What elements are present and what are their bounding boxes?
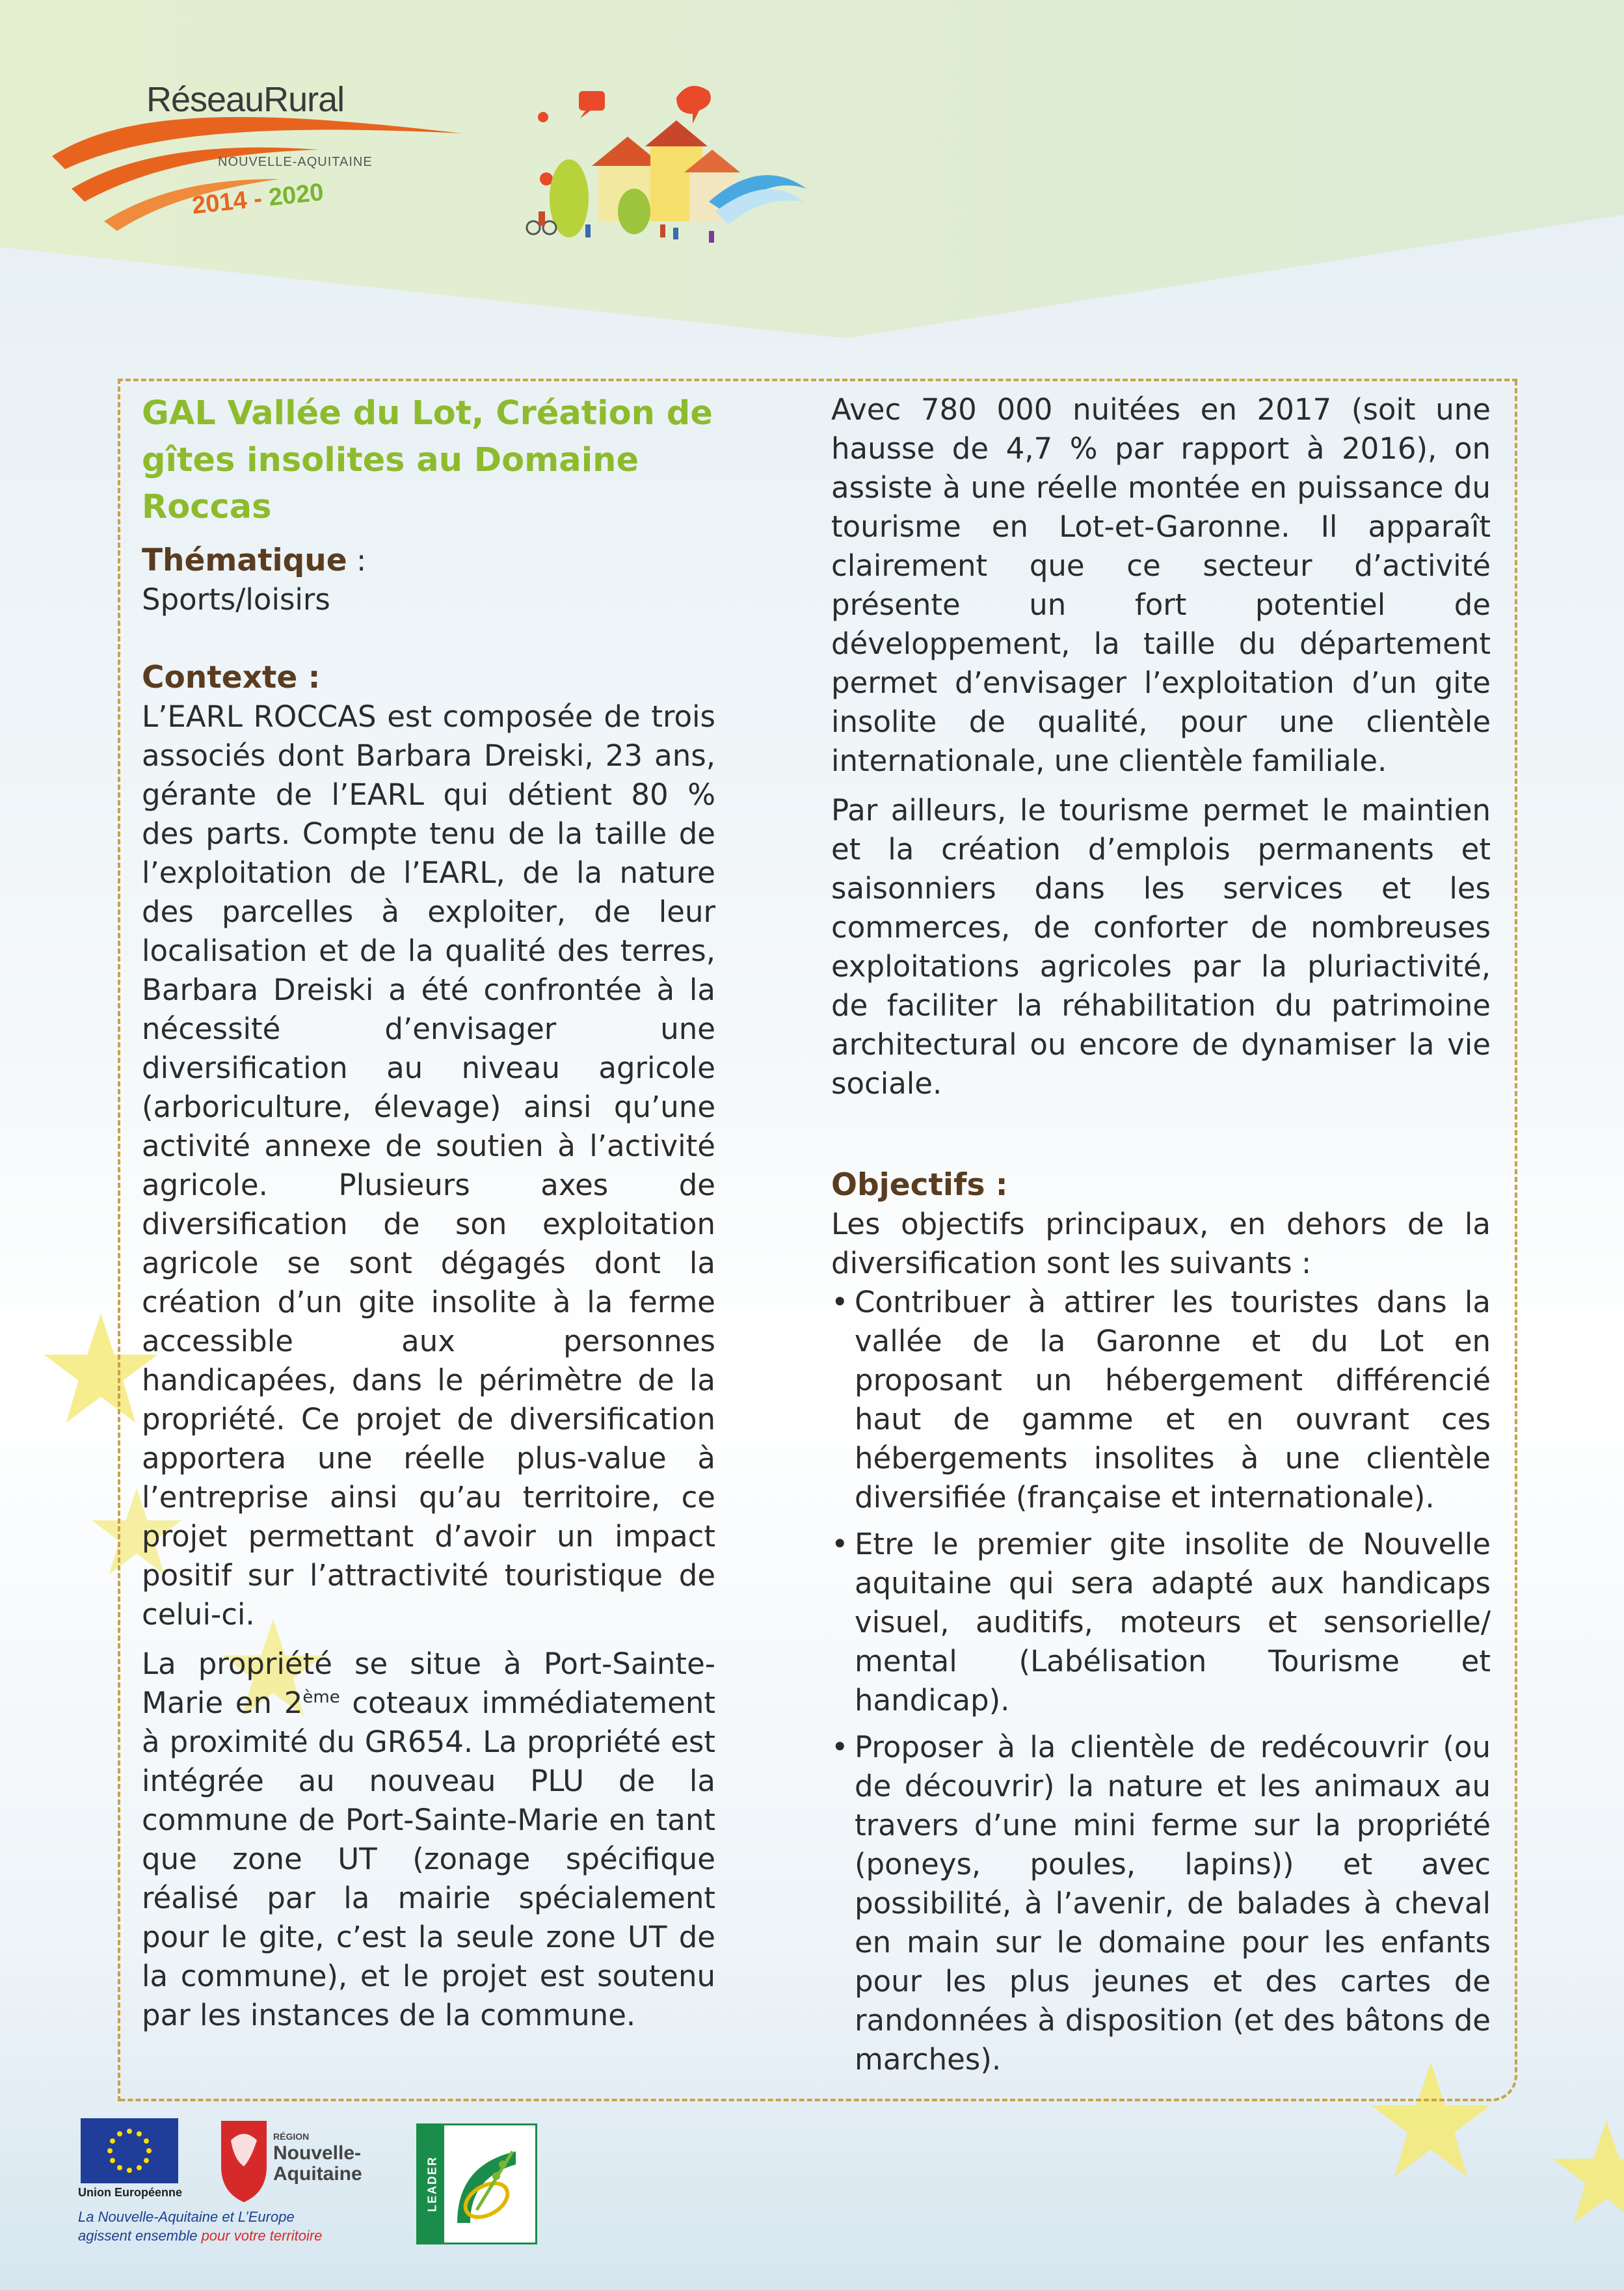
contexte-paragraph-1: L’EARL ROCCAS est composée de trois associés dont Barbara Dreiski, 23 ans, gérante de l’EARL qui détient 80 % des parts. Compte tenu de la taille de l’exploitation de l’EARL, de la nature des parcelles à exploiter, de leur localisation et de la qualité des terres, Barbara Dreiski a été confrontée à la nécessité d’envisager une diversification au niveau agricole (arboriculture, élevage) ainsi qu’une activité annexe de soutien à l’activité agricole. Plusieurs axes de diversification de son exploitation agricole se sont dégagés dont la création d’un gite insolite à la ferme accessible aux personnes handicapées, dans le périmètre de la propriété. Ce projet de diversification apportera une réelle plus-value à l’entreprise ainsi qu’au territoire, ce projet permettant d’avoir un impact positif sur l’attractivité touristique de celui-ci. (142, 699, 715, 1632)
star-icon (1548, 2114, 1624, 2231)
thematique-value: Sports/loisirs (142, 582, 330, 617)
thematique-heading: Thématique (142, 543, 347, 578)
objectifs-list (831, 1283, 1491, 2079)
left-column (142, 390, 715, 2035)
objectif-item: • Etre le premier gite insolite de Nouvelle aquitaine qui sera adapté aux handicaps visuel, auditifs, moteurs et sensorielle/ mental (Labélisation Tourisme et handicap). (831, 1525, 1491, 1720)
footer-tagline-line1: La Nouvelle-Aquitaine et L’Europe (78, 2209, 295, 2225)
logo-subtitle: NOUVELLE-AQUITAINE (218, 155, 373, 169)
reseau-rural-logo (46, 72, 488, 241)
contexte-paragraph-2 (142, 1645, 715, 2035)
region-name: Nouvelle-Aquitaine (273, 2142, 362, 2185)
footer-logos (78, 2114, 598, 2270)
objectifs-heading: Objectifs : (831, 1167, 1008, 1203)
article-title: GAL Vallée du Lot, Création de gîtes insolites au Domaine Roccas (142, 394, 713, 526)
region-small-label: RÉGION (273, 2131, 310, 2142)
village-illustration-icon (494, 72, 806, 267)
right-column (831, 390, 1491, 2087)
tourism-paragraph-1: Avec 780 000 nuitées en 2017 (soit une hausse de 4,7 % par rapport à 2016), on assiste à une réelle montée en puissance du tourisme en Lot-et-Garonne. Il apparaît clairement que ce secteur d’activité présente un fort potentiel de développement, la taille du département permet d’envisager l’exploitation d’un gite insolite de qualité, pour une clientèle internationale, une clientèle familiale. (831, 392, 1491, 778)
leader-logo (416, 2123, 537, 2244)
contexte-p2-superscript: ème (302, 1688, 340, 1707)
footer-tagline-part-b: pour votre territoire (201, 2228, 323, 2244)
leader-emblem-icon (451, 2138, 529, 2229)
leader-label: LEADER (425, 2155, 439, 2213)
contexte-p2-start: La propriété se situe à Port-Sainte-Marie en 2 (142, 1647, 715, 1720)
contexte-p2-end: coteaux immédiatement à proximité du GR654. La propriété est intégrée au nouveau PLU de la commune de Port-Sainte-Marie en tant que zone UT (zonage spécifique réalisé par la mairie spécialement pour le gite, c’est la seule zone UT de la commune), et le projet est soutenu par les instances de la commune. (142, 1686, 715, 2032)
eu-flag-icon (81, 2118, 178, 2183)
year-start: 2014 (191, 186, 248, 220)
thematique-colon: : (347, 543, 367, 578)
year-end: 2020 (267, 178, 325, 212)
footer-tagline-line2 (78, 2228, 322, 2244)
contexte-heading: Contexte : (142, 660, 321, 695)
leader-bar (418, 2125, 444, 2243)
eu-label: Union Européenne (78, 2186, 183, 2199)
objectif-item: • Proposer à la clientèle de redécouvrir (ou de découvrir) la nature et les animaux au travers d’une mini ferme sur la propriété (poneys, poules, lapins)) et avec possibilité, à l’avenir, de balades à cheval en main sur le domaine pour les enfants pour les plus jeunes et des cartes de randonnées à disposition (et des bâtons de marches). (831, 1728, 1491, 2079)
footer-tagline-part-a: agissent ensemble (78, 2228, 202, 2244)
objectif-item: • Contribuer à attirer les touristes dans la vallée de la Garonne et du Lot en proposant un hébergement différencié haut de gamme et en ouvrant ces hébergements insolites à une clientèle diversifiée (française et internationale). (831, 1283, 1491, 1517)
year-separator: - (252, 185, 263, 213)
logo-title: RéseauRural (146, 80, 345, 119)
tourism-paragraph-2: Par ailleurs, le tourisme permet le maintien et la création d’emplois permanents et saisonniers dans les services et les commerces, de conforter de nombreuses exploitations agricoles par la pluriactivité, de faciliter la réhabilitation du patrimoine architectural ou encore de dynamiser la vie sociale. (831, 793, 1491, 1101)
objectifs-intro: Les objectifs principaux, en dehors de la diversification sont les suivants : (831, 1207, 1491, 1280)
thematique-line (142, 541, 715, 580)
